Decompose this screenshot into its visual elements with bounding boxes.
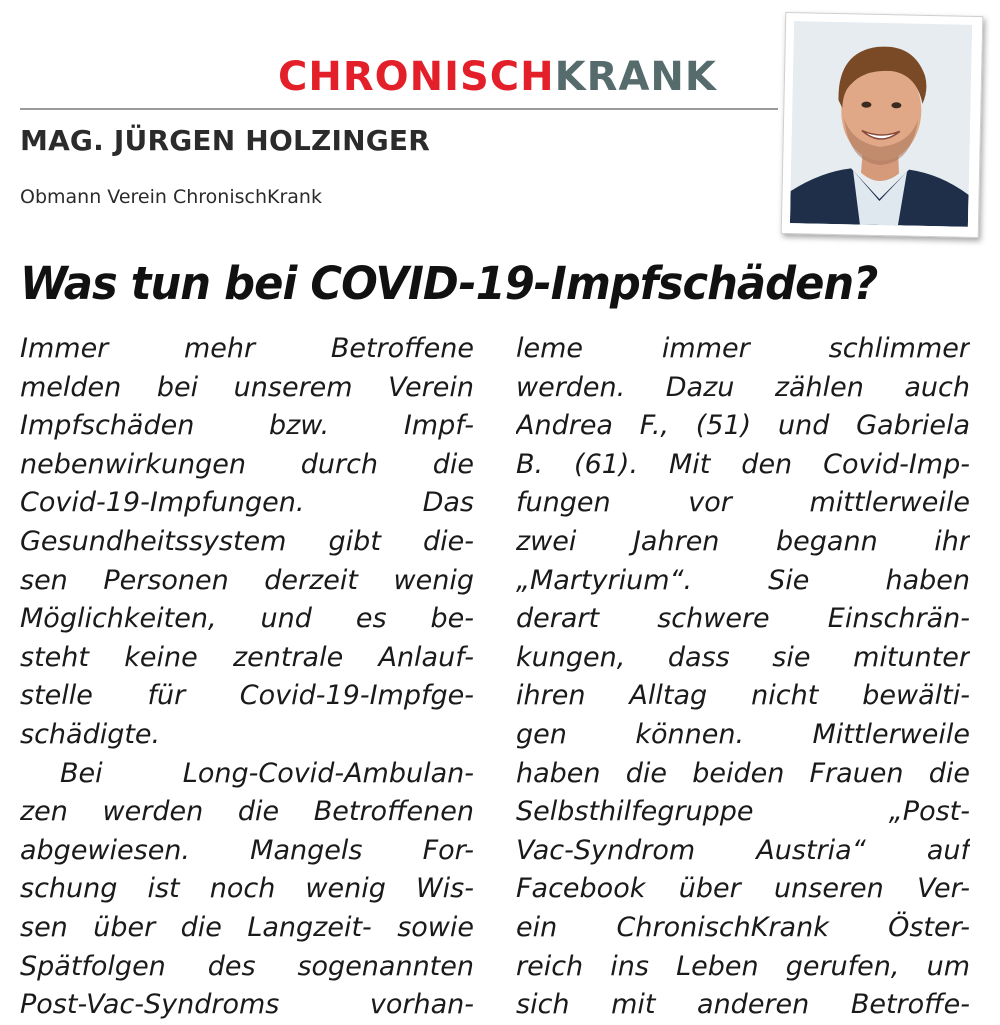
column-line: Bei Long-Covid-Ambulan-: [60, 757, 474, 789]
column-line: zwei Jahren begann ihr: [516, 525, 970, 557]
column-line: Vac-Syndrom Austria“ auf: [516, 834, 970, 866]
column-line: nebenwirkungen durch die: [20, 448, 474, 480]
column-line: ihren Alltag nicht bewälti-: [516, 680, 970, 712]
article-column-right: [516, 330, 970, 1025]
column-line: Gesundheitssystem gibt die-: [20, 525, 474, 557]
column-line: leme immer schlimmer: [516, 333, 970, 364]
author-role: Obmann Verein ChronischKrank: [20, 186, 322, 208]
column-line: Covid-19-Impfungen. Das: [20, 487, 474, 519]
column-line: Möglichkeiten, und es be-: [20, 603, 474, 635]
column-line: Andrea F., (51) und Gabriela: [516, 410, 970, 442]
column-line: Immer mehr Betroffene: [20, 333, 474, 364]
column-line: Impfschäden bzw. Impf-: [20, 410, 474, 442]
column-line: steht keine zentrale Anlauf-: [20, 641, 474, 673]
column-line: B. (61). Mit den Covid-Imp-: [516, 448, 970, 480]
column-line: sen Personen derzeit wenig: [20, 564, 474, 596]
column-line: schädigte.: [20, 718, 161, 750]
column-line: werden. Dazu zählen auch: [516, 371, 970, 403]
column-line: haben die beiden Frauen die: [516, 757, 970, 789]
article-column-left: [20, 330, 474, 1025]
column-line: zen werden die Betroffenen: [20, 796, 474, 828]
column-line: sich mit anderen Betroffe-: [516, 989, 970, 1021]
kicker-divider: [20, 108, 778, 110]
column-line: Post-Vac-Syndroms vorhan-: [20, 989, 474, 1021]
column-line: kungen, dass sie mitunter: [516, 641, 970, 673]
column-line: Facebook über unseren Ver-: [516, 873, 970, 905]
column-line: reich ins Leben gerufen, um: [516, 950, 970, 982]
author-photo-frame: [781, 12, 984, 238]
column-line: abgewiesen. Mangels For-: [20, 834, 474, 866]
kicker-part-grey: KRANK: [554, 54, 717, 100]
article-headline: Was tun bei COVID-19-Impfschäden?: [20, 257, 878, 310]
column-line: gen können. Mittlerweile: [516, 718, 970, 750]
author-portrait-photo: [790, 21, 972, 227]
kicker-title: [278, 52, 717, 102]
column-line: derart schwere Einschrän-: [516, 603, 970, 635]
column-line: „Martyrium“. Sie haben: [516, 564, 970, 596]
column-line: Spätfolgen des sogenannten: [20, 950, 474, 982]
column-line: schung ist noch wenig Wis-: [20, 873, 474, 905]
author-name: MAG. JÜRGEN HOLZINGER: [20, 124, 431, 157]
column-line: melden bei unserem Verein: [20, 371, 474, 403]
column-line: ein ChronischKrank Öster-: [516, 911, 970, 943]
column-line: Selbsthilfegruppe „Post-: [516, 796, 970, 828]
column-line: stelle für Covid-19-Impfge-: [20, 680, 474, 712]
author-portrait-illustration: [790, 21, 972, 227]
column-line: sen über die Langzeit- sowie: [20, 911, 474, 943]
column-line: fungen vor mittlerweile: [516, 487, 970, 519]
kicker-part-red: CHRONISCH: [278, 54, 555, 100]
